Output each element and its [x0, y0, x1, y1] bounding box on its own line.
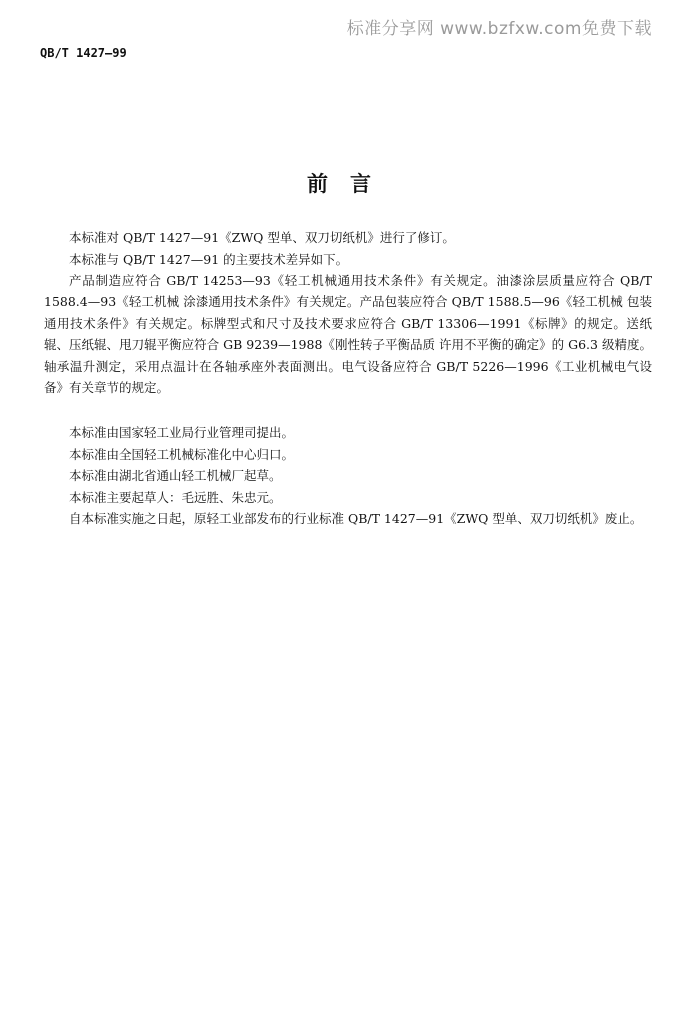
page-title: 前言 — [307, 171, 393, 196]
section-gap — [44, 398, 652, 422]
paragraph-revision: 本标准对 QB/T 1427—91《ZWQ 型单、双刀切纸机》进行了修订。 — [69, 230, 455, 245]
note-drafter: 本标准由湖北省通山轻工机械厂起草。 — [69, 468, 282, 484]
note-centralizer: 本标准由全国轻工机械标准化中心归口。 — [69, 446, 295, 462]
paragraph-differences: 本标准与 QB/T 1427—91 的主要技术差异如下。 — [69, 251, 349, 267]
paragraph-requirements: 产品制造应符合 GB/T 14253—93《轻工机械通用技术条件》有关规定。油漆涂层质量应符合 QB/T 1588.4—93《轻工机械 涂漆通用技术条件》有关规定。产品包装应符合 QB/T 1588.5—96《轻工机械 包装通用技术条件》有关规定。标牌型式和尺寸及技术要求应符合 GB/T 13306—1991《标牌》的规定。送纸辊、压纸辊、甩刀辊平衡应符合 GB 9239—1988《刚性转子平衡品质 许用不平衡的确定》的 G6.3 级精度。轴承温升测定，采用点温计在各轴承座外表面测出。电气设备应符合 GB/T 5226—1996《工业机械电气设备》有关章节的规定。 — [44, 273, 652, 396]
note-authors: 本标准主要起草人：毛远胜、朱忠元。 — [69, 489, 282, 505]
standard-code: QB/T 1427—99 — [40, 46, 127, 60]
note-abolition: 自本标准实施之日起，原轻工业部发布的行业标准 QB/T 1427—91《ZWQ 型单、双刀切纸机》废止。 — [69, 511, 643, 527]
watermark-text: 标准分享网 www.bzfxw.com免费下载 — [346, 19, 652, 39]
document-body — [44, 227, 652, 530]
note-proposer: 本标准由国家轻工业局行业管理司提出。 — [69, 425, 295, 441]
